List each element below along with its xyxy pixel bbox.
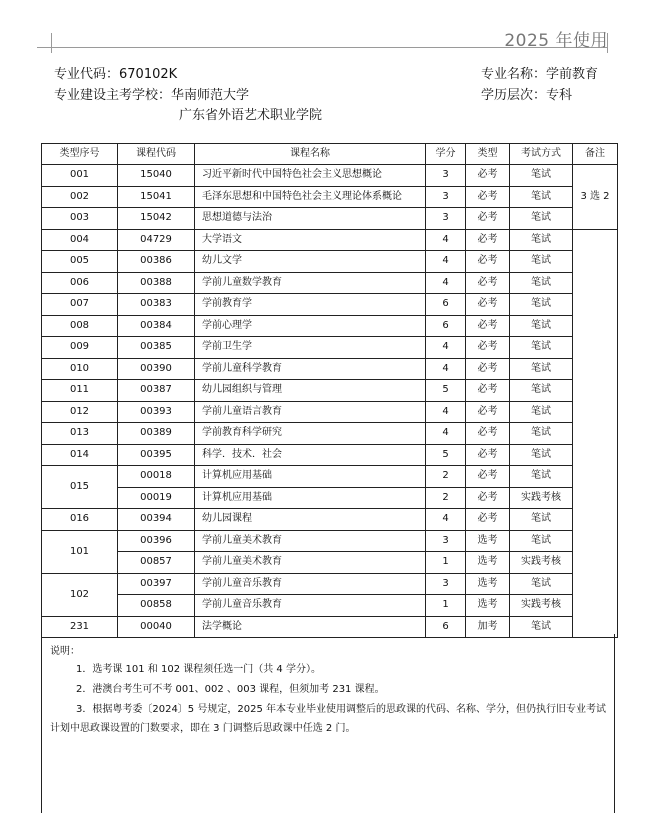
cell-exam: 笔试 — [510, 530, 573, 552]
cell-credit: 3 — [426, 165, 466, 187]
major-name: 专业名称：学前教育 — [481, 67, 599, 82]
cell-exam: 笔试 — [510, 165, 573, 187]
cell-code: 15040 — [118, 165, 195, 187]
cell-credit: 3 — [426, 208, 466, 230]
cell-seq: 009 — [42, 337, 118, 359]
cell-credit: 6 — [426, 616, 466, 638]
major-code: 专业代码：670102K — [54, 67, 178, 82]
cell-type: 必考 — [466, 358, 510, 380]
cell-name: 学前儿童语言教育 — [195, 401, 426, 423]
table-row — [42, 401, 618, 423]
cell-seq: 102 — [42, 573, 118, 616]
cell-code: 00018 — [118, 466, 195, 488]
cell-type: 必考 — [466, 229, 510, 251]
cell-credit: 2 — [426, 487, 466, 509]
cell-exam: 笔试 — [510, 466, 573, 488]
cell-credit: 2 — [426, 466, 466, 488]
cell-credit: 4 — [426, 423, 466, 445]
cell-credit: 4 — [426, 251, 466, 273]
notes-title: 说明： — [50, 646, 80, 657]
col-credit: 学分 — [426, 144, 466, 165]
cell-exam: 实践考核 — [510, 595, 573, 617]
cell-exam: 笔试 — [510, 229, 573, 251]
cell-type: 必考 — [466, 337, 510, 359]
cell-name: 习近平新时代中国特色社会主义思想概论 — [195, 165, 426, 187]
col-exam: 考试方式 — [510, 144, 573, 165]
cell-type: 必考 — [466, 401, 510, 423]
table-row — [42, 573, 618, 595]
cell-code: 00397 — [118, 573, 195, 595]
cell-exam: 笔试 — [510, 401, 573, 423]
cell-type: 选考 — [466, 573, 510, 595]
cell-code: 15041 — [118, 186, 195, 208]
cell-code: 00395 — [118, 444, 195, 466]
table-row — [42, 165, 618, 187]
cell-seq: 013 — [42, 423, 118, 445]
table-row — [42, 487, 618, 509]
table-row — [42, 466, 618, 488]
col-name: 课程名称 — [195, 144, 426, 165]
cell-name: 法学概论 — [195, 616, 426, 638]
cell-code: 00858 — [118, 595, 195, 617]
cell-seq: 008 — [42, 315, 118, 337]
cell-type: 必考 — [466, 509, 510, 531]
cell-type: 必考 — [466, 186, 510, 208]
cell-name: 学前教育学 — [195, 294, 426, 316]
cell-type: 必考 — [466, 466, 510, 488]
crop-mark-horizontal — [37, 47, 51, 48]
cell-credit: 4 — [426, 358, 466, 380]
course-table — [41, 143, 618, 638]
cell-exam: 笔试 — [510, 337, 573, 359]
table-row — [42, 444, 618, 466]
cell-name: 学前儿童美术教育 — [195, 552, 426, 574]
table-row — [42, 229, 618, 251]
cell-exam: 笔试 — [510, 272, 573, 294]
table-row — [42, 530, 618, 552]
cell-seq: 005 — [42, 251, 118, 273]
cell-type: 必考 — [466, 444, 510, 466]
cell-seq: 003 — [42, 208, 118, 230]
cell-credit: 4 — [426, 229, 466, 251]
cell-name: 学前儿童音乐教育 — [195, 573, 426, 595]
cell-seq: 002 — [42, 186, 118, 208]
col-seq: 类型序号 — [42, 144, 118, 165]
cell-seq: 011 — [42, 380, 118, 402]
cell-code: 15042 — [118, 208, 195, 230]
table-row — [42, 208, 618, 230]
table-row — [42, 423, 618, 445]
cell-name: 大学语文 — [195, 229, 426, 251]
cell-seq: 006 — [42, 272, 118, 294]
cell-credit: 5 — [426, 380, 466, 402]
table-row — [42, 251, 618, 273]
cell-credit: 3 — [426, 530, 466, 552]
cell-name: 思想道德与法治 — [195, 208, 426, 230]
cell-type: 必考 — [466, 251, 510, 273]
cell-type: 必考 — [466, 208, 510, 230]
cell-exam: 笔试 — [510, 186, 573, 208]
cell-type: 必考 — [466, 380, 510, 402]
cell-type: 选考 — [466, 530, 510, 552]
cell-exam: 笔试 — [510, 315, 573, 337]
cell-code: 04729 — [118, 229, 195, 251]
cell-code: 00383 — [118, 294, 195, 316]
school-main: 专业建设主考学校：华南师范大学 — [54, 88, 250, 103]
cell-type: 必考 — [466, 315, 510, 337]
cell-code: 00384 — [118, 315, 195, 337]
cell-credit: 6 — [426, 294, 466, 316]
cell-credit: 4 — [426, 272, 466, 294]
cell-seq: 001 — [42, 165, 118, 187]
table-row — [42, 509, 618, 531]
cell-type: 必考 — [466, 487, 510, 509]
cell-seq: 101 — [42, 530, 118, 573]
education-level: 学历层次：专科 — [481, 88, 573, 103]
cell-name: 学前心理学 — [195, 315, 426, 337]
cell-seq: 231 — [42, 616, 118, 638]
cell-code: 00388 — [118, 272, 195, 294]
cell-type: 选考 — [466, 595, 510, 617]
table-row — [42, 337, 618, 359]
cell-seq: 007 — [42, 294, 118, 316]
cell-name: 学前儿童美术教育 — [195, 530, 426, 552]
cell-seq: 012 — [42, 401, 118, 423]
year-badge: 2025 年使用 — [504, 31, 608, 51]
cell-code: 00396 — [118, 530, 195, 552]
note-item: 1．选考课 101 和 102 课程须任选一门（共 4 学分）。 — [76, 664, 321, 675]
cell-seq: 015 — [42, 466, 118, 509]
cell-code: 00393 — [118, 401, 195, 423]
cell-name: 计算机应用基础 — [195, 487, 426, 509]
col-code: 课程代码 — [118, 144, 195, 165]
school-second: 广东省外语艺术职业学院 — [179, 108, 323, 123]
cell-credit: 3 — [426, 186, 466, 208]
cell-seq: 004 — [42, 229, 118, 251]
cell-name: 计算机应用基础 — [195, 466, 426, 488]
table-row — [42, 272, 618, 294]
cell-type: 必考 — [466, 294, 510, 316]
cell-exam: 笔试 — [510, 509, 573, 531]
cell-credit: 5 — [426, 444, 466, 466]
col-remark: 备注 — [573, 144, 618, 165]
cell-name: 学前儿童科学教育 — [195, 358, 426, 380]
cell-name: 学前卫生学 — [195, 337, 426, 359]
table-row — [42, 294, 618, 316]
cell-type: 选考 — [466, 552, 510, 574]
cell-credit: 4 — [426, 401, 466, 423]
notes-section — [41, 634, 615, 813]
col-type: 类型 — [466, 144, 510, 165]
table-row — [42, 358, 618, 380]
cell-exam: 笔试 — [510, 616, 573, 638]
cell-code: 00019 — [118, 487, 195, 509]
note-item: 2．港澳台考生可不考 001、002 、003 课程，但须加考 231 课程。 — [76, 684, 385, 695]
cell-name: 科学．技术．社会 — [195, 444, 426, 466]
cell-code: 00385 — [118, 337, 195, 359]
cell-name: 幼儿园课程 — [195, 509, 426, 531]
cell-exam: 笔试 — [510, 573, 573, 595]
cell-name: 学前儿童音乐教育 — [195, 595, 426, 617]
cell-code: 00394 — [118, 509, 195, 531]
cell-exam: 笔试 — [510, 444, 573, 466]
cell-seq: 010 — [42, 358, 118, 380]
cell-name: 毛泽东思想和中国特色社会主义理论体系概论 — [195, 186, 426, 208]
cell-remark-choose: 3 选 2 — [573, 165, 618, 230]
table-header-row — [42, 144, 618, 165]
cell-exam: 实践考核 — [510, 552, 573, 574]
cell-exam: 笔试 — [510, 423, 573, 445]
cell-exam: 笔试 — [510, 358, 573, 380]
cell-exam: 笔试 — [510, 251, 573, 273]
cell-credit: 1 — [426, 552, 466, 574]
cell-seq: 014 — [42, 444, 118, 466]
table-row — [42, 186, 618, 208]
cell-name: 学前教育科学研究 — [195, 423, 426, 445]
cell-code: 00857 — [118, 552, 195, 574]
cell-credit: 4 — [426, 509, 466, 531]
cell-remark-empty — [573, 229, 618, 638]
cell-type: 必考 — [466, 272, 510, 294]
table-row — [42, 380, 618, 402]
cell-name: 幼儿园组织与管理 — [195, 380, 426, 402]
cell-code: 00387 — [118, 380, 195, 402]
cell-credit: 3 — [426, 573, 466, 595]
cell-type: 必考 — [466, 165, 510, 187]
cell-code: 00390 — [118, 358, 195, 380]
cell-code: 00389 — [118, 423, 195, 445]
cell-type: 必考 — [466, 423, 510, 445]
note-item: 3．根据粤考委〔2024〕5 号规定，2025 年本专业毕业使用调整后的思政课的代码、名称、学分，但仍执行旧专业考试计划中思政课设置的门数要求，即在 3 门调整后思政课中任选 2 门。 — [50, 704, 606, 734]
table-row — [42, 552, 618, 574]
cell-type: 加考 — [466, 616, 510, 638]
cell-exam: 笔试 — [510, 380, 573, 402]
cell-seq: 016 — [42, 509, 118, 531]
cell-credit: 4 — [426, 337, 466, 359]
cell-exam: 实践考核 — [510, 487, 573, 509]
crop-mark-vertical — [51, 33, 52, 53]
cell-name: 幼儿文学 — [195, 251, 426, 273]
table-row — [42, 315, 618, 337]
cell-exam: 笔试 — [510, 208, 573, 230]
cell-code: 00386 — [118, 251, 195, 273]
cell-name: 学前儿童数学教育 — [195, 272, 426, 294]
cell-credit: 1 — [426, 595, 466, 617]
cell-code: 00040 — [118, 616, 195, 638]
cell-exam: 笔试 — [510, 294, 573, 316]
table-row — [42, 595, 618, 617]
cell-credit: 6 — [426, 315, 466, 337]
